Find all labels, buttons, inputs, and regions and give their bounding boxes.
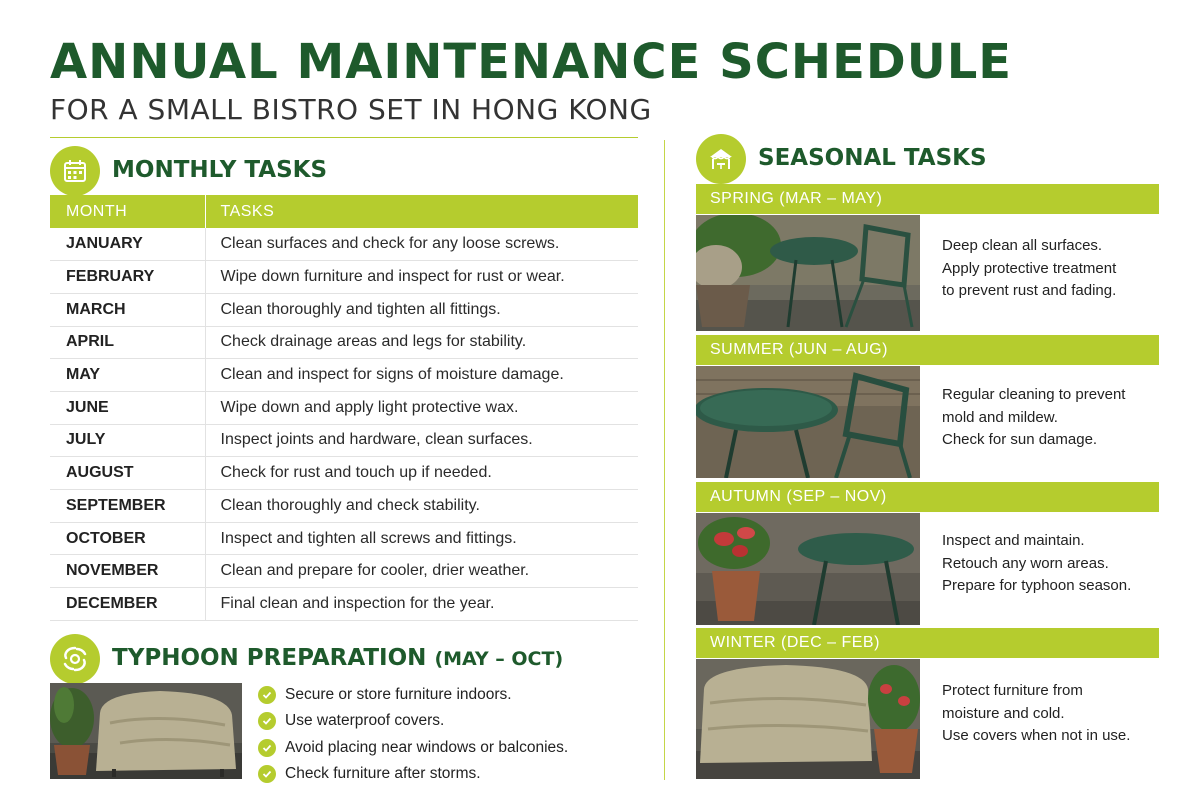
season-line: Use covers when not in use.	[942, 727, 1131, 744]
typhoon-heading	[112, 645, 563, 671]
table-row	[50, 457, 638, 490]
month-cell: MARCH	[50, 293, 205, 326]
month-cell: JULY	[50, 424, 205, 457]
month-cell: FEBRUARY	[50, 261, 205, 294]
month-cell: APRIL	[50, 326, 205, 359]
column-header-month: MONTH	[50, 195, 205, 228]
covered-furniture-photo	[50, 683, 242, 779]
season-header-winter: WINTER (DEC – FEB)	[696, 628, 1159, 658]
table-row	[50, 359, 638, 392]
list-item-text: Avoid placing near windows or balconies.	[285, 738, 569, 756]
check-icon	[258, 712, 276, 730]
summer-tasks	[942, 384, 1125, 452]
task-cell: Clean and prepare for cooler, drier weather.	[205, 555, 638, 588]
winter-covered-furniture-photo	[696, 659, 920, 779]
season-line: Protect furniture from	[942, 682, 1083, 699]
list-item-text: Use waterproof covers.	[285, 712, 445, 730]
season-header-spring: SPRING (MAR – MAY)	[696, 184, 1159, 214]
season-header-autumn: AUTUMN (SEP – NOV)	[696, 482, 1159, 512]
season-line: mold and mildew.	[942, 408, 1058, 426]
season-line: to prevent rust and fading.	[942, 282, 1117, 299]
page-subtitle: FOR A SMALL BISTRO SET IN HONG KONG	[50, 93, 652, 126]
task-cell: Clean surfaces and check for any loose screws.	[205, 228, 638, 261]
task-cell: Clean and inspect for signs of moisture damage.	[205, 359, 638, 392]
month-cell: DECEMBER	[50, 588, 205, 621]
list-item-text: Secure or store furniture indoors.	[285, 686, 512, 704]
table-header-row	[50, 195, 638, 228]
typhoon-heading-period: (MAY – OCT)	[434, 648, 564, 670]
month-cell: JUNE	[50, 391, 205, 424]
column-header-tasks: TASKS	[205, 195, 638, 228]
check-icon	[258, 765, 276, 783]
check-icon	[258, 739, 276, 757]
monthly-tasks-heading: MONTHLY TASKS	[112, 157, 328, 183]
list-item	[258, 682, 568, 708]
list-item	[258, 761, 568, 787]
table-row	[50, 588, 638, 621]
gazebo-icon	[696, 134, 746, 184]
table-row	[50, 326, 638, 359]
list-item	[258, 708, 568, 734]
winter-tasks	[942, 680, 1130, 748]
month-cell: OCTOBER	[50, 522, 205, 555]
season-line: Check for sun damage.	[942, 431, 1098, 448]
table-row	[50, 522, 638, 555]
spring-bistro-photo	[696, 215, 920, 331]
season-header-summer: SUMMER (JUN – AUG)	[696, 335, 1159, 365]
month-cell: MAY	[50, 359, 205, 392]
task-cell: Inspect and tighten all screws and fittings.	[205, 522, 638, 555]
table-row	[50, 261, 638, 294]
task-cell: Inspect joints and hardware, clean surfaces.	[205, 424, 638, 457]
season-line: Deep clean all surfaces.	[942, 237, 1103, 254]
table-row	[50, 391, 638, 424]
task-cell: Clean thoroughly and tighten all fittings.	[205, 293, 638, 326]
autumn-tasks	[942, 530, 1131, 598]
month-cell: JANUARY	[50, 228, 205, 261]
task-cell: Wipe down and apply light protective wax.	[205, 391, 638, 424]
task-cell: Wipe down furniture and inspect for rust or wear.	[205, 261, 638, 294]
table-row	[50, 228, 638, 261]
calendar-icon	[50, 146, 100, 196]
seasonal-tasks-heading: SEASONAL TASKS	[758, 145, 987, 171]
season-line: Inspect and maintain.	[942, 532, 1085, 549]
list-item-text: Check furniture after storms.	[285, 765, 481, 783]
table-row	[50, 555, 638, 588]
table-row	[50, 293, 638, 326]
spring-tasks	[942, 235, 1116, 303]
autumn-bistro-photo	[696, 513, 920, 625]
season-line: Apply protective treatment	[942, 259, 1117, 277]
title-divider	[50, 137, 638, 138]
task-cell: Check for rust and touch up if needed.	[205, 457, 638, 490]
typhoon-heading-title: TYPHOON PREPARATION	[112, 645, 427, 671]
page-title: ANNUAL MAINTENANCE SCHEDULE	[50, 34, 1013, 90]
task-cell: Check drainage areas and legs for stability.	[205, 326, 638, 359]
table-row	[50, 490, 638, 523]
season-line: Retouch any worn areas.	[942, 554, 1109, 572]
monthly-tasks-table	[50, 195, 638, 621]
typhoon-checklist	[258, 682, 568, 787]
season-line: Prepare for typhoon season.	[942, 577, 1132, 594]
table-row	[50, 424, 638, 457]
check-icon	[258, 686, 276, 704]
month-cell: AUGUST	[50, 457, 205, 490]
season-line: moisture and cold.	[942, 704, 1065, 722]
task-cell: Final clean and inspection for the year.	[205, 588, 638, 621]
month-cell: SEPTEMBER	[50, 490, 205, 523]
summer-bistro-photo	[696, 366, 920, 478]
typhoon-icon	[50, 634, 100, 684]
list-item	[258, 735, 568, 761]
season-line: Regular cleaning to prevent	[942, 386, 1126, 403]
month-cell: NOVEMBER	[50, 555, 205, 588]
column-divider	[664, 140, 665, 780]
task-cell: Clean thoroughly and check stability.	[205, 490, 638, 523]
